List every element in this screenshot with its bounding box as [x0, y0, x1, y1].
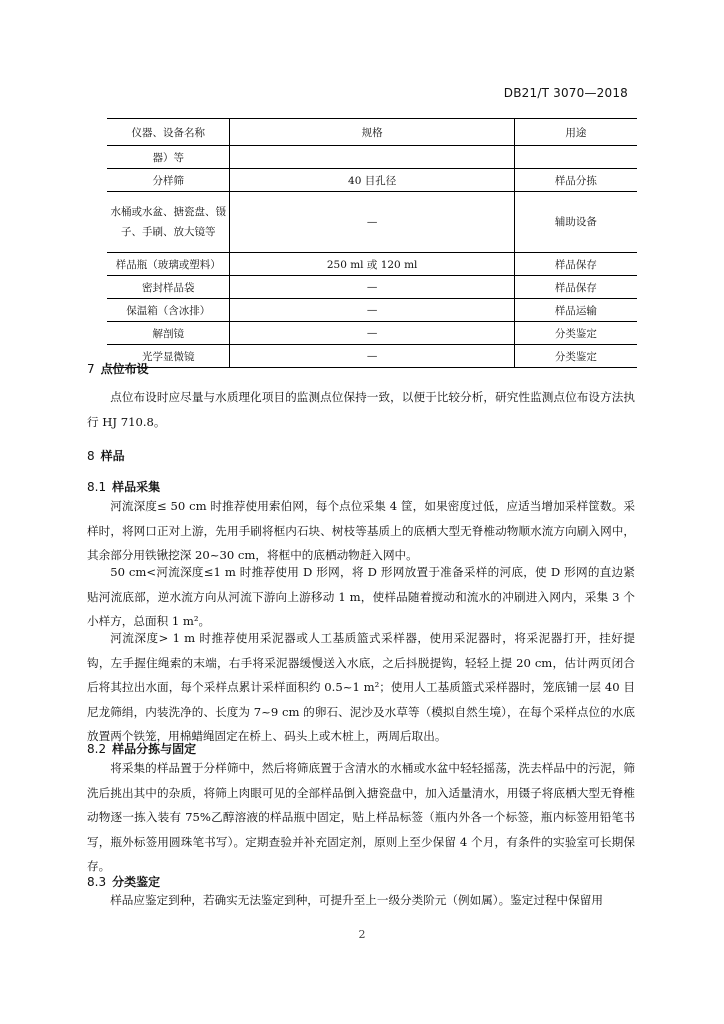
section-title: 样品分拣与固定 [112, 742, 197, 756]
cell-name: 样品瓶（玻璃或塑料） [107, 253, 230, 276]
section-title: 点位布设 [100, 362, 149, 376]
section-title: 分类鉴定 [112, 875, 161, 889]
section-8-2-heading [87, 740, 196, 757]
header-use: 用途 [514, 119, 637, 146]
cell-name: 器）等 [107, 146, 230, 169]
header-spec: 规格 [230, 119, 514, 146]
cell-name: 水桶或水盆、搪瓷盘、镊子、手刷、放大镜等 [107, 192, 230, 253]
cell-spec: 250 ml 或 120 ml [230, 253, 514, 276]
section-number: 8.3 [87, 875, 107, 889]
cell-name: 解剖镜 [107, 322, 230, 345]
table-row [107, 192, 637, 253]
table-header-row [107, 119, 637, 146]
section-number: 7 [87, 362, 95, 376]
table-row [107, 169, 637, 192]
cell-spec [230, 146, 514, 169]
cell-spec: — [230, 276, 514, 299]
table-row [107, 146, 637, 169]
table-row [107, 299, 637, 322]
cell-name: 密封样品袋 [107, 276, 230, 299]
cell-spec: 40 目孔径 [230, 169, 514, 192]
cell-use: 辅助设备 [514, 192, 637, 253]
section-8-1-paragraph-2: 50 cm<河流深度≤1 m 时推荐使用 D 形网，将 D 形网放置于准备采样的河底，使 D 形网的直边紧贴河流底部，逆水流方向从河流下游向上游移动 1 m，使样品随着搅动和流水的冲刷进入网内，采集 3 个小样方，总面积 1 m²。 [87, 565, 635, 629]
cell-use: 样品保存 [514, 276, 637, 299]
section-8-heading [87, 447, 125, 464]
section-number: 8.1 [87, 480, 107, 494]
cell-name: 光学显微镜 [107, 345, 230, 368]
table-row [107, 253, 637, 276]
table-row [107, 276, 637, 299]
page-number: 2 [358, 928, 366, 941]
cell-use [514, 146, 637, 169]
section-number: 8 [87, 449, 95, 463]
cell-spec: — [230, 345, 514, 368]
section-8-3-paragraph: 样品应鉴定到种，若确实无法鉴定到种，可提升至上一级分类阶元（例如属）。鉴定过程中保留用 [110, 893, 603, 907]
section-7-paragraph: 点位布设时应尽量与水质理化项目的监测点位保持一致，以便于比较分析，研究性监测点位布设方法执行 HJ 710.8。 [87, 390, 635, 429]
cell-use: 样品分拣 [514, 169, 637, 192]
section-8-1-heading [87, 478, 160, 495]
standard-code: DB21/T 3070—2018 [503, 86, 628, 100]
cell-spec: — [230, 192, 514, 253]
cell-name: 分样筛 [107, 169, 230, 192]
cell-use: 分类鉴定 [514, 322, 637, 345]
section-title: 样品 [100, 449, 125, 463]
table-row [107, 345, 637, 368]
equipment-table [107, 118, 637, 368]
section-number: 8.2 [87, 742, 107, 756]
cell-use: 样品保存 [514, 253, 637, 276]
header-name: 仪器、设备名称 [107, 119, 230, 146]
section-8-1-paragraph-3: 河流深度> 1 m 时推荐使用采泥器或人工基质篮式采样器，使用采泥器时，将采泥器打开，挂好提钩，左手握住绳索的末端，右手将采泥器缓慢送入水底，之后抖脱提钩，轻轻上提 20 cm，估计两页闭合后将其拉出水面，每个采样点累计采样面积约 0.5~1 m²；使用人工基质篮式采样器时，笼底铺一层 40 目尼龙筛绢，内装洗净的、长度为 7~9 cm 的卵石、泥沙及水草等（模拟自然生境），在每个采样点位的水底放置两个铁笼，用棉蜡绳固定在桥上、码头上或木桩上，两周后取出。 [87, 631, 635, 744]
section-8-1-paragraph-1: 河流深度≤ 50 cm 时推荐使用索伯网，每个点位采集 4 筐，如果密度过低，应适当增加采样筐数。采样时，将网口正对上游，先用手刷将框内石块、树枝等基质上的底栖大型无脊椎动物顺水流方向刷入网中，其余部分用铁锹挖深 20~30 cm，将框中的底栖动物赶入网中。 [87, 499, 635, 563]
cell-use: 分类鉴定 [514, 345, 637, 368]
cell-spec: — [230, 322, 514, 345]
table-row [107, 322, 637, 345]
section-7-heading [87, 360, 149, 377]
cell-use: 样品运输 [514, 299, 637, 322]
section-8-2-paragraph: 将采集的样品置于分样筛中，然后将筛底置于含清水的水桶或水盆中轻轻摇荡，洗去样品中的污泥，筛洗后挑出其中的杂质，将筛上肉眼可见的全部样品倒入搪瓷盘中，加入适量清水，用镊子将底栖大型无脊椎动物逐一拣入装有 75%乙醇溶液的样品瓶中固定，贴上样品标签（瓶内外各一个标签，瓶内标签用铅笔书写，瓶外标签用圆珠笔书写）。定期查验并补充固定剂，原则上至少保留 4 个月，有条件的实验室可长期保存。 [87, 761, 635, 874]
cell-spec: — [230, 299, 514, 322]
section-title: 样品采集 [112, 480, 161, 494]
cell-name: 保温箱（含冰排） [107, 299, 230, 322]
